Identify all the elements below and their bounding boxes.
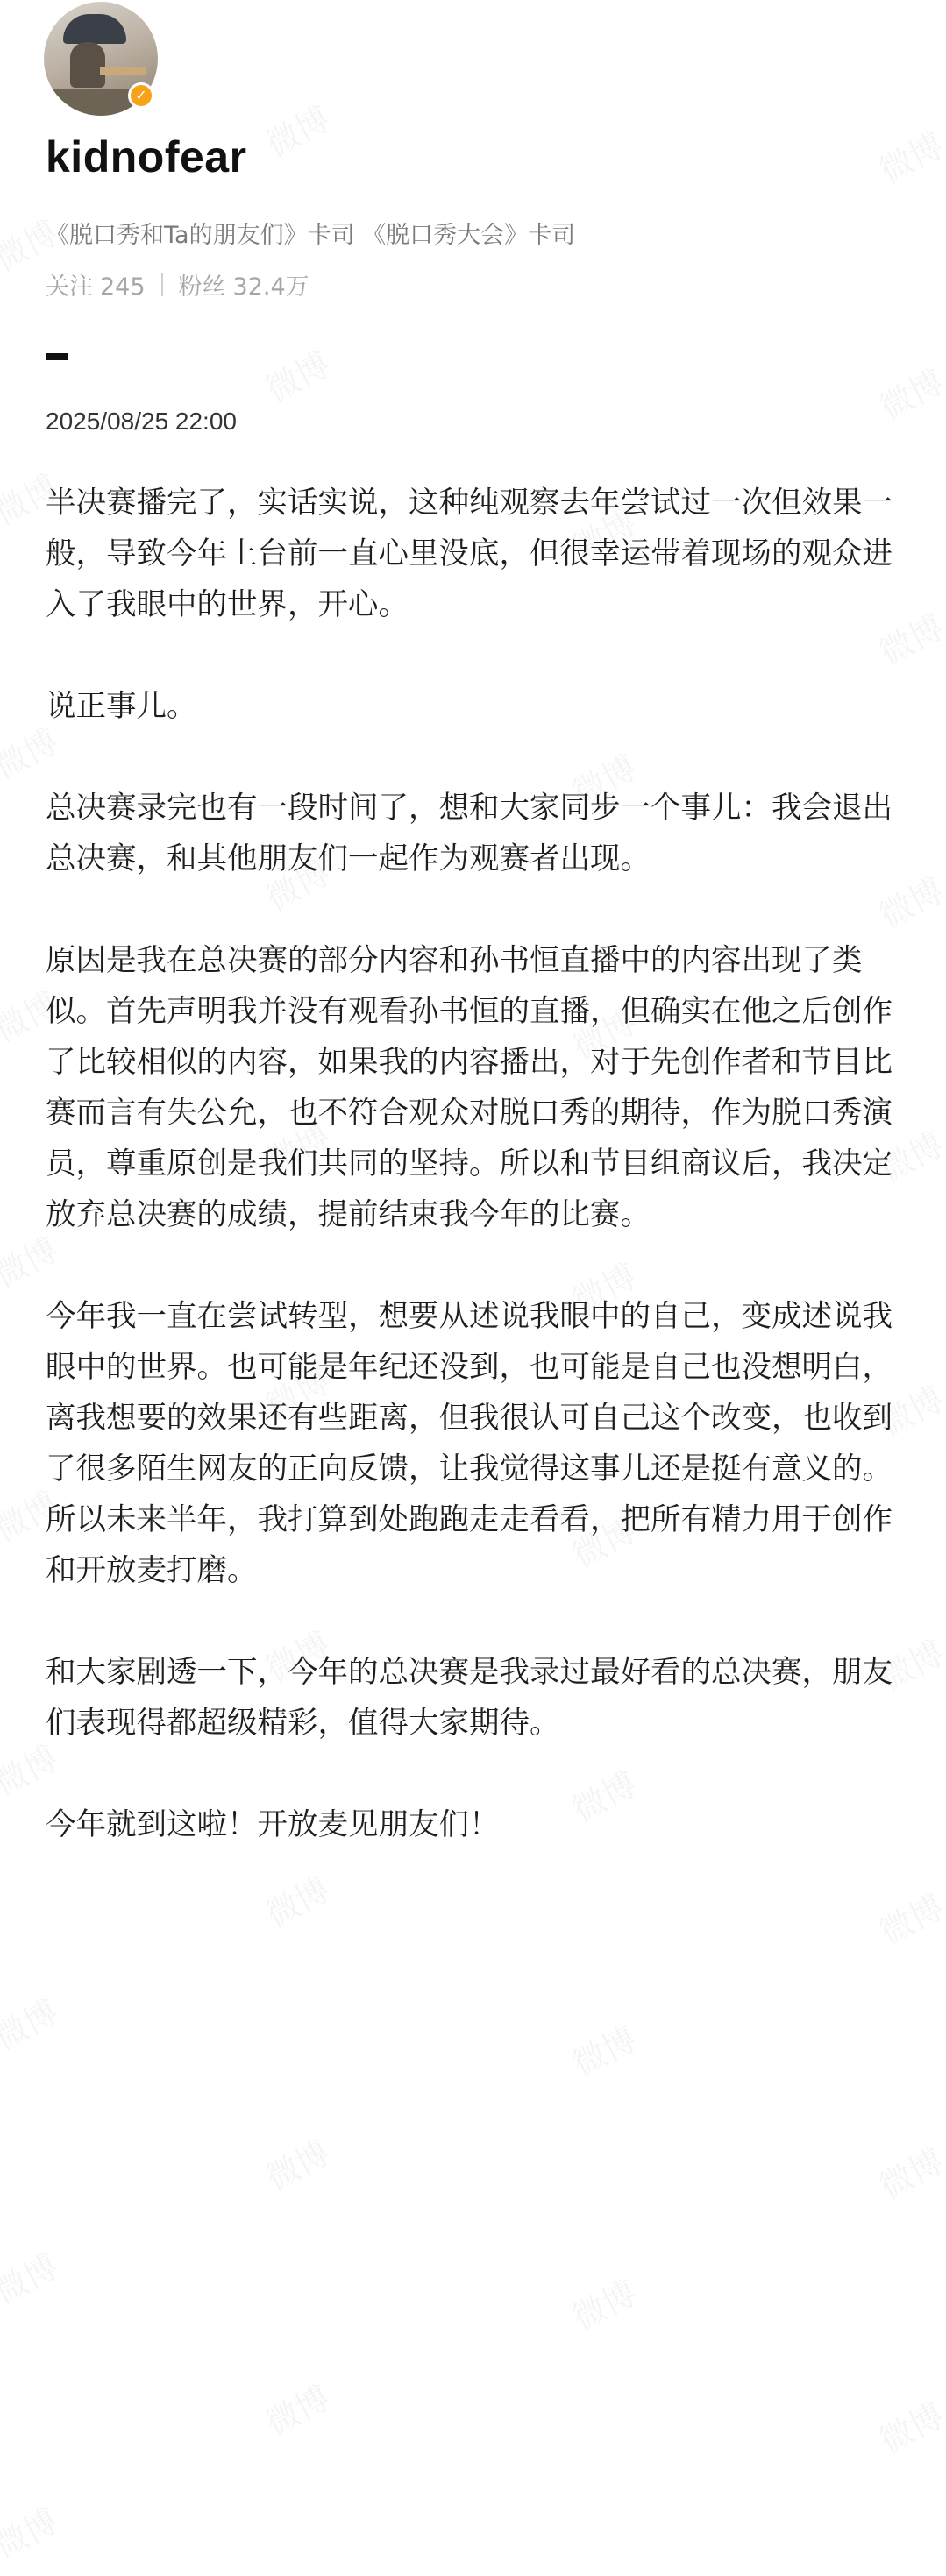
watermark [256, 1863, 338, 1936]
post-paragraph: 总决赛录完也有一段时间了，想和大家同步一个事儿：我会退出总决赛，和其他朋友们一起作为观赛者出现。 [46, 791, 893, 876]
post-paragraph: 和大家剧透一下，今年的总决赛是我录过最好看的总决赛，朋友们表现得都超级精彩，值得大家期待。 [46, 1655, 893, 1741]
post-paragraph: 原因是我在总决赛的部分内容和孙书恒直播中的内容出现了类似。首先声明我并没有观看孙书恒的直播，但确实在他之后创作了比较相似的内容，如果我的内容播出，对于先创作者和节目比赛而言有失公允，也不符合观众对脱口秀的期待，作为脱口秀演员，尊重原创是我们共同的坚持。所以和节目组商议后，我决定放弃总决赛的成绩，提前结束我今年的比赛。 [46, 943, 893, 1232]
post-body [46, 478, 909, 1850]
user-stats [46, 267, 309, 302]
post-paragraph: 今年我一直在尝试转型，想要从述说我眼中的自己，变成述说我眼中的世界。也可能是年纪还没到，也可能是自己也没想明白，离我想要的效果还有些距离，但我很认可自己这个改变，也收到了很多陌生网友的正向反馈，让我觉得这事儿还是挺有意义的。所以未来半年，我打算到处跑跑走走看看，把所有精力用于创作和开放麦打磨。 [46, 1299, 893, 1588]
following-stat[interactable] [46, 267, 146, 302]
followers-count: 32.4万 [232, 273, 309, 301]
post-timestamp: 2025/08/25 22:00 [46, 408, 237, 435]
watermark [563, 2266, 644, 2339]
avatar-table-shape [100, 67, 146, 75]
watermark [870, 2134, 946, 2208]
verified-badge-icon: ✓ [128, 82, 154, 109]
username[interactable]: kidnofear [46, 132, 247, 181]
watermark [870, 2388, 946, 2462]
watermark [0, 1985, 65, 2059]
watermark [870, 355, 946, 429]
watermark [870, 1880, 946, 1954]
watermark [0, 2239, 65, 2313]
followers-stat[interactable] [179, 267, 309, 302]
watermark [256, 2125, 338, 2199]
watermark [0, 2494, 65, 2567]
stats-divider [161, 273, 163, 296]
following-count: 245 [100, 273, 146, 301]
post-paragraph: 说正事儿。 [46, 689, 197, 724]
user-bio: 《脱口秀和Ta的朋友们》卡司 《脱口秀大会》卡司 [46, 222, 576, 249]
watermark [563, 2012, 644, 2085]
following-label: 关注 [46, 273, 93, 301]
watermark [256, 92, 338, 166]
avatar-umbrella-shape [63, 14, 126, 44]
watermark [256, 337, 338, 411]
watermark [870, 118, 946, 192]
followers-label: 粉丝 [178, 273, 226, 301]
watermark [256, 2371, 338, 2445]
section-divider [46, 353, 68, 360]
avatar[interactable] [44, 2, 158, 116]
post-paragraph: 今年就到这啦！开放麦见朋友们！ [46, 1807, 500, 1842]
post-paragraph: 半决赛播完了，实话实说，这种纯观察去年尝试过一次但效果一般，导致今年上台前一直心里没底，但很幸运带着现场的观众进入了我眼中的世界，开心。 [46, 486, 893, 622]
avatar-person-shape [70, 42, 105, 88]
